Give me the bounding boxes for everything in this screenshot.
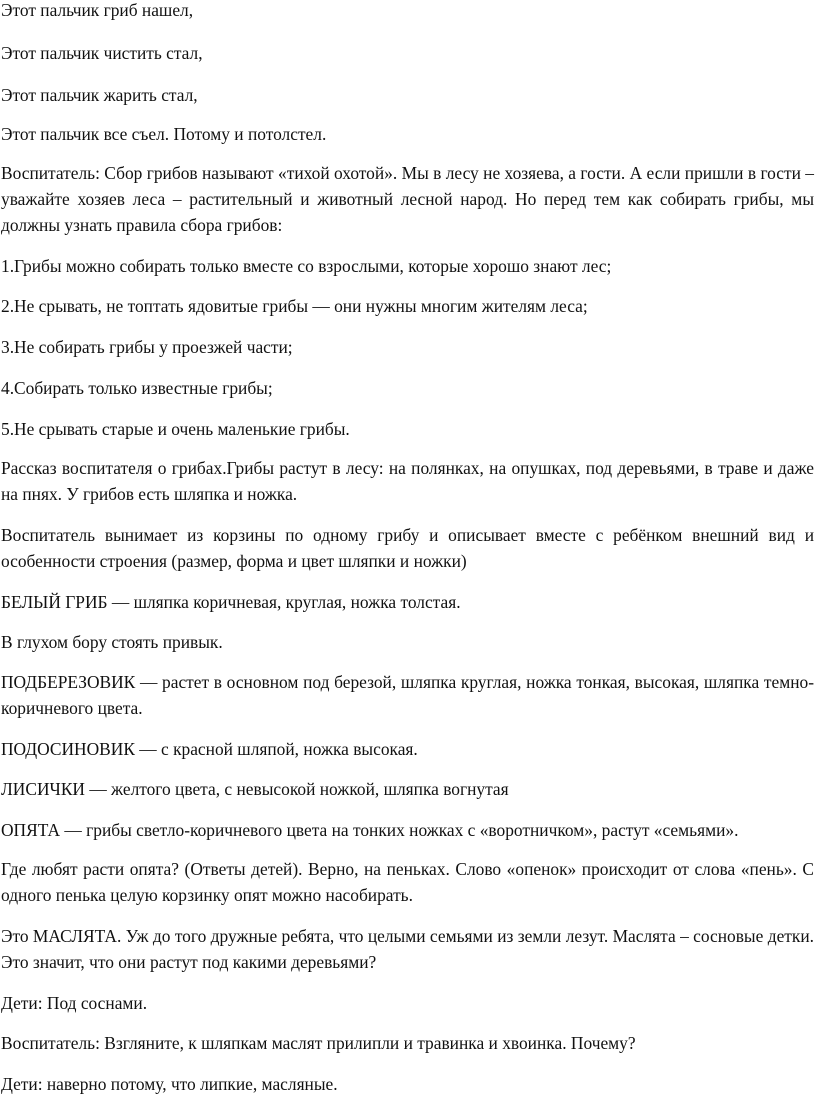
children-answer-1: Дети: Под соснами.	[1, 993, 148, 1013]
rule-3: 3.Не собирать грибы у проезжей части;	[1, 337, 293, 357]
honey-fungus-question-paragraph: Где любят расти опята? (Ответы детей). Верно, на пеньках. Слово «опенок» происходит от слова «пень». С одного пенька целую корзинку опят можно насобирать.	[1, 859, 814, 905]
butter-mushroom-paragraph: Это МАСЛЯТА. Уж до того дружные ребята, что целыми семьями из земли лезут. Маслята – сосновые детки. Это значит, что они растут под какими деревьями?	[1, 926, 814, 972]
poem-line-3: Этот пальчик жарить стал,	[1, 85, 198, 105]
mushroom-story-paragraph: Рассказ воспитателя о грибах.Грибы растут в лесу: на полянках, на опушках, под деревьями, в траве и даже на пнях. У грибов есть шляпка и ножка.	[1, 458, 814, 504]
rule-5: 5.Не срывать старые и очень маленькие грибы.	[1, 419, 350, 439]
rule-2: 2.Не срывать, не топтать ядовитые грибы — они нужны многим жителям леса;	[1, 296, 588, 316]
rule-4: 4.Собирать только известные грибы;	[1, 378, 273, 398]
white-mushroom-paragraph: БЕЛЫЙ ГРИБ — шляпка коричневая, круглая, ножка толстая.	[1, 592, 461, 612]
basket-description-paragraph: Воспитатель вынимает из корзины по одному грибу и описывает вместе с ребёнком внешний вид и особенности строения (размер, форма и цвет шляпки и ножки)	[1, 525, 814, 571]
poem-line-2: Этот пальчик чистить стал,	[1, 43, 203, 63]
children-answer-2: Дети: наверно потому, что липкие, масляные.	[1, 1074, 338, 1094]
educator-intro-paragraph: Воспитатель: Сбор грибов называют «тихой охотой». Мы в лесу не хозяева, а гости. А если пришли в гости – уважайте хозяев леса – растительный и животный лесной народ. Но перед тем как собирать грибы, мы должны узнать правила сбора грибов:	[1, 163, 814, 235]
poem-line-1: Этот пальчик гриб нашел,	[1, 0, 194, 20]
chanterelle-paragraph: ЛИСИЧКИ — желтого цвета, с невысокой ножкой, шляпка вогнутая	[1, 779, 509, 799]
honey-fungus-paragraph: ОПЯТА — грибы светло-коричневого цвета на тонких ножках с «воротничком», растут «семьями».	[1, 820, 739, 840]
aspen-bolete-paragraph: ПОДОСИНОВИК — с красной шляпой, ножка высокая.	[1, 739, 418, 759]
educator-question: Воспитатель: Взгляните, к шляпкам маслят прилипли и травинка и хвоинка. Почему?	[1, 1033, 636, 1053]
poem-line-4: Этот пальчик все съел. Потому и потолстел.	[1, 124, 327, 144]
forest-line: В глухом бору стоять привык.	[1, 632, 223, 652]
rule-1: 1.Грибы можно собирать только вместе со взрослыми, которые хорошо знают лес;	[1, 256, 612, 276]
birch-bolete-paragraph: ПОДБЕРЕЗОВИК — растет в основном под березой, шляпка круглая, ножка тонкая, высокая, шляпка темно-коричневого цвета.	[1, 672, 814, 718]
